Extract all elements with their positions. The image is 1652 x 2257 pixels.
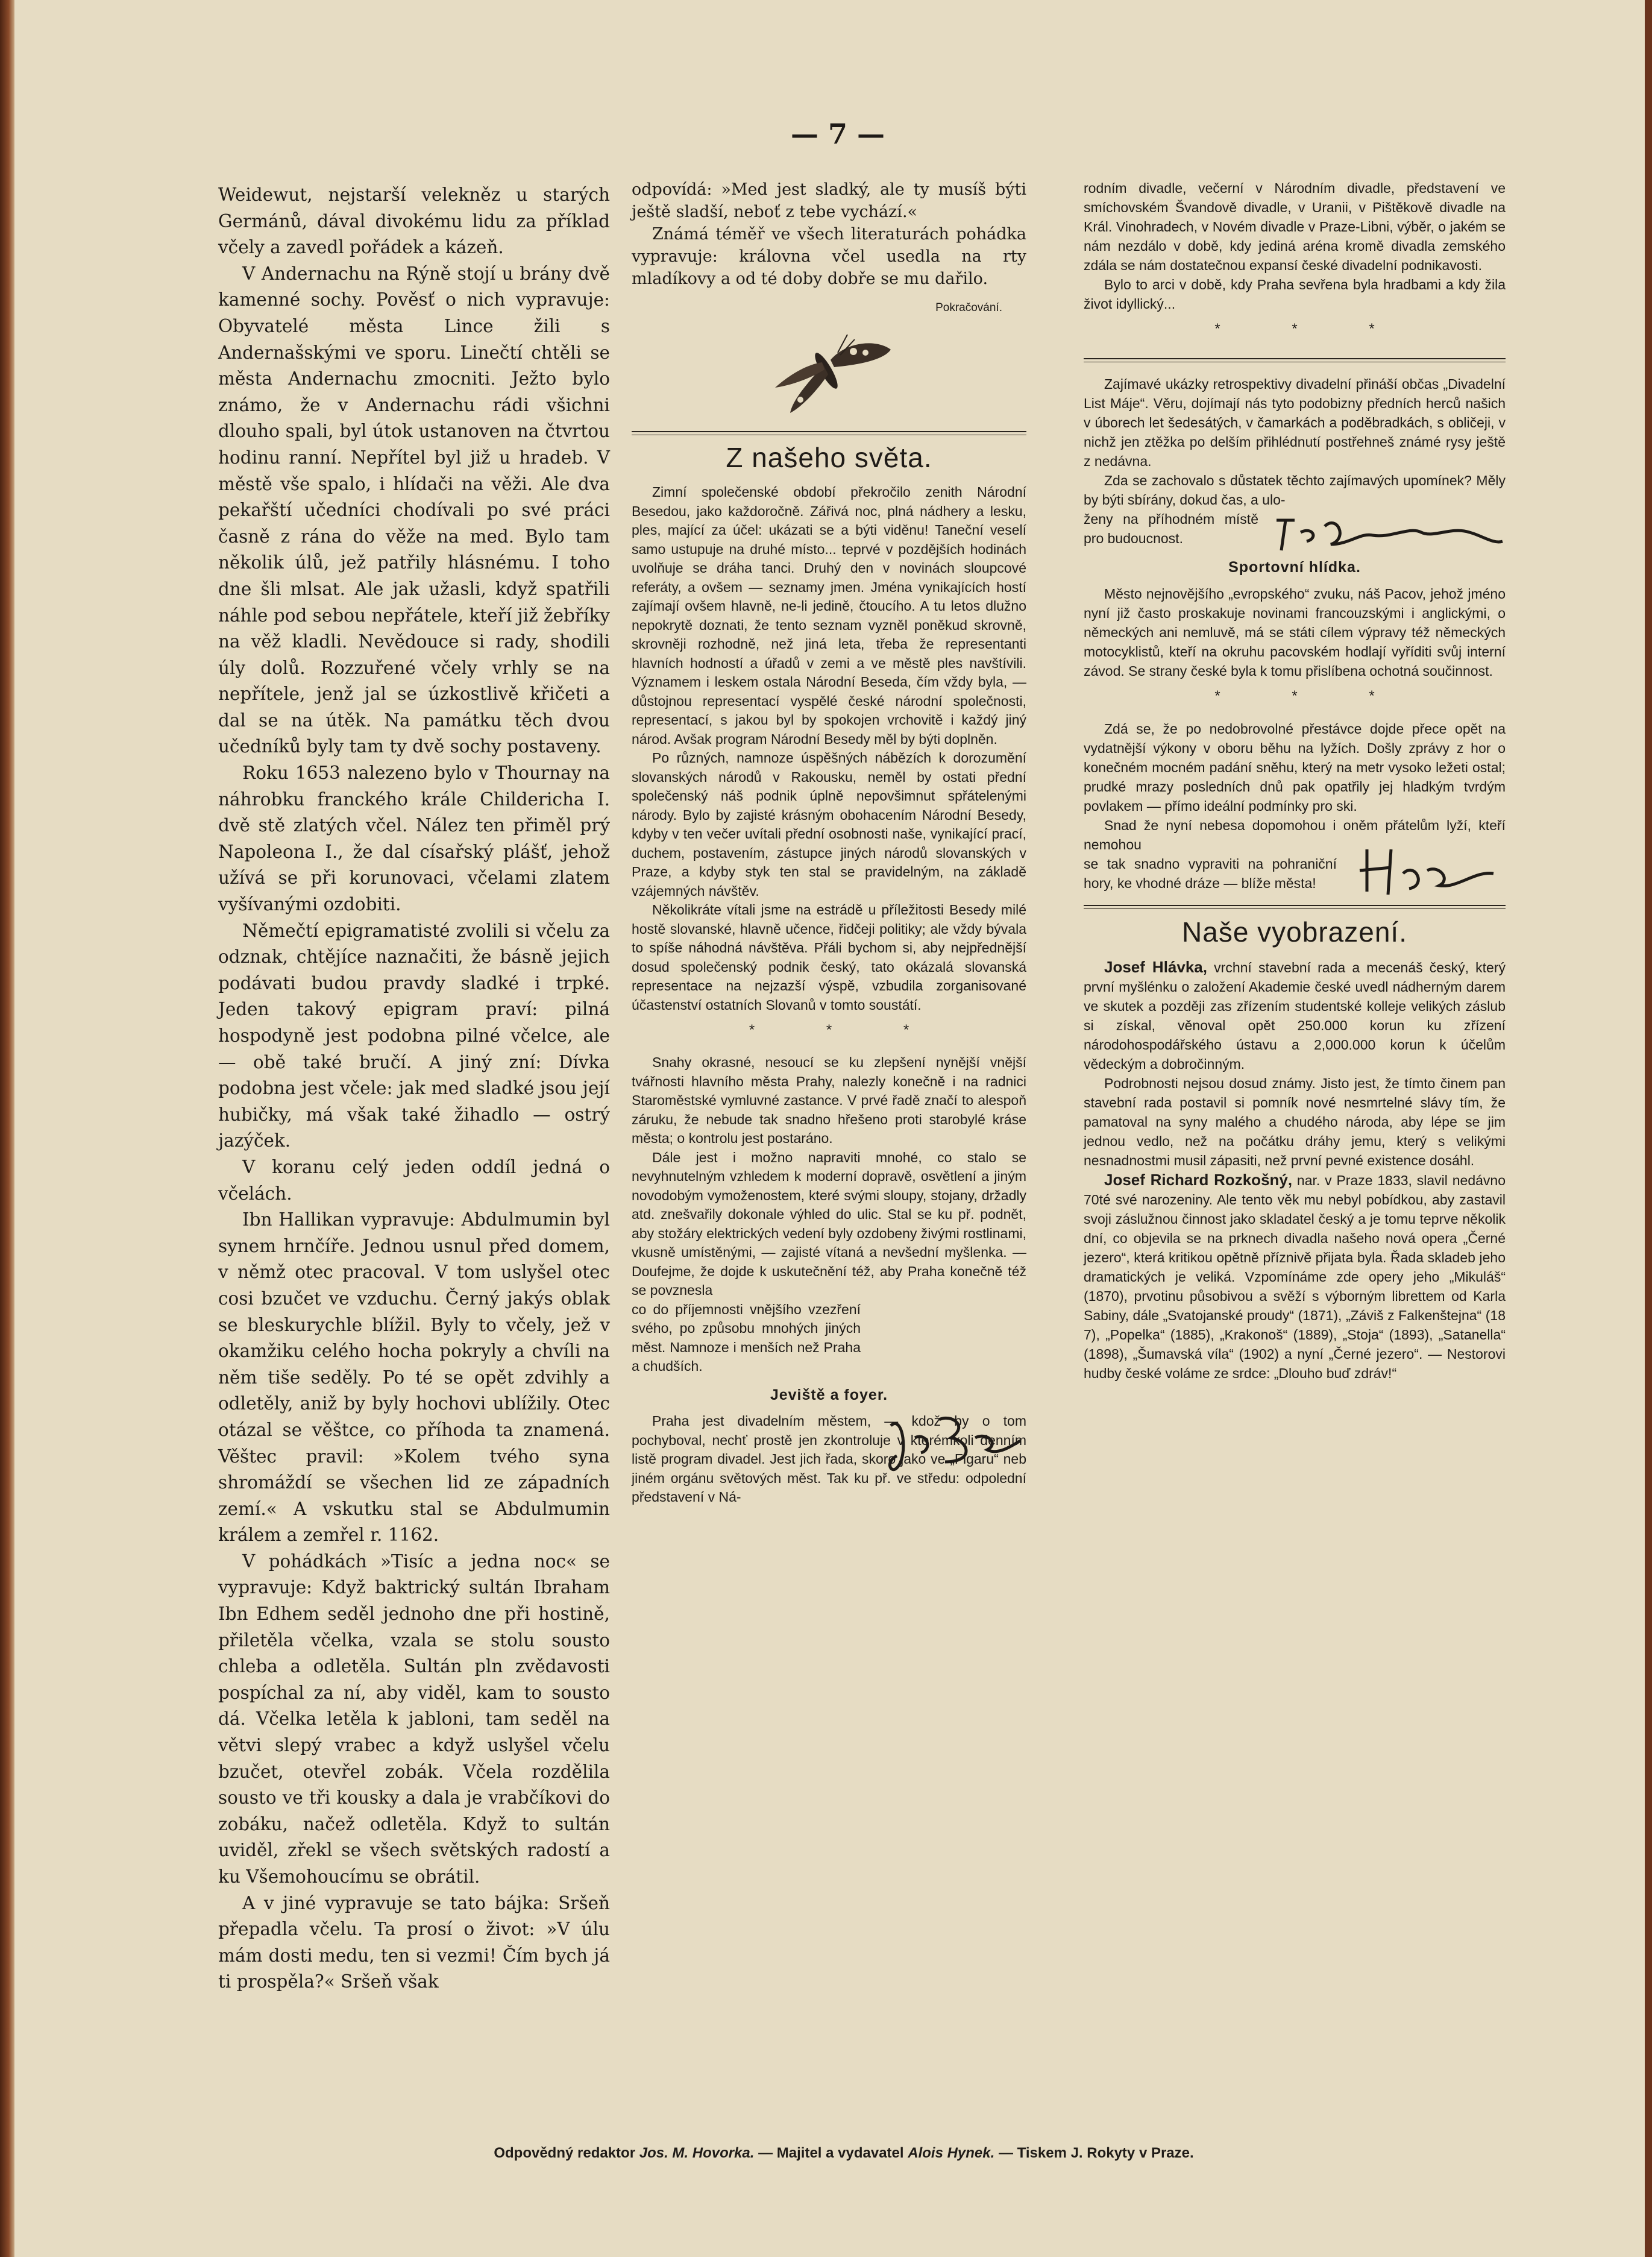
page-binding	[0, 0, 14, 2257]
subsection-title: Sportovní hlídka.	[1228, 559, 1361, 576]
paragraph: Snad že nyní nebesa dopomohou i oněm přátelům lyží, kteří nemohou	[1084, 817, 1506, 852]
section-divider	[1084, 358, 1506, 362]
paragraph: Známá téměř ve všech literaturách pohádka vypravuje: královna včel usedla na rty mladíkovy a od té doby dobře se mu dařilo.	[632, 225, 1026, 288]
paragraph: Několikráte vítali jsme na estrádě u příležitosti Besedy milé hostě slovanské, hlavně učence, řidčeji politiky; ale vždy bývala to spíše náhodná návštěva. Přáli bychom si, aby nejpřednější dosud společenský podnik český, tato okázalá slovanská representace na nejzazší výspě, vzbudila zorganisované účastenství ostatních Slovanů v tomto soustátí.	[632, 902, 1026, 1013]
footer-text: — Tiskem J. Rokyty v Praze.	[994, 2145, 1194, 2161]
paragraph: Zdá se, že po nedobrovolné přestávce dojde přece opět na vydatnější výkony v oboru běhu na lyžích. Došly zprávy z hor o konečném mocném padání sněhu, který na metr vysoko ležeti ostal; prudké mrazy posledních dnů pak opatřily jej hladkým tvrdým povlakem — přímo ideální podmínky pro ski.	[1084, 721, 1506, 814]
paragraph-text: vrchní stavební rada a mecenáš český, který první myšlénku o založení Akademie české uvedl nádherným darem ve skutek a později zas zřízením studentské kolleje velikých záslub si získal, věnoval opět 250.000 korun ku zřízení národohospodářského ústavu a 2,000.000 korun k účelům vědeckým a dobročinným.	[1084, 960, 1506, 1072]
signature-illustration	[1270, 508, 1506, 556]
separator-stars: * * *	[1214, 321, 1409, 337]
paragraph: Weidewut, nejstarší velekněz u starých Germánů, dával divokému lidu za příklad včely a zavedl pořádek a kázeň.	[218, 184, 610, 258]
paragraph: Roku 1653 nalezeno bylo v Thournay na náhrobku franckého krále Childericha I. dvě stě zlatých včel. Nález ten přiměl prý Napoleona I., že dal císařský plášť, jehož užívá se při korunovaci, včelami zlatem vyšívanými ozdobiti.	[218, 763, 610, 915]
paragraph: V Andernachu na Rýně stojí u brány dvě kamenné sochy. Pověsť o nich vypravuje: Obyvatelé města Lince žili s Andernašskými ve sporu. Linečtí chtěli se města Andernachu zmocniti. Ježto bylo známo, že v Andernachu rádi všichni dlouho spali, byl útok ustanoven na čtvrtou hodinu ranní. Nepřítel byl již u hradeb. V městě vše spalo, i hlídači na věži. Ale dva pekařští učedníci chodívali po své práci časně z rána do věže na med. Bylo tam několik úlů, jež patřily hlásnému. I toho dne šli mlsat. Ale jak užasli, když spatřili náhle pod sebou nepřátele, kteří již žebříky na věž kladli. Nevědouce si rady, shodili úly dolů. Rozzuřené včely vrhly se na nepřítele, jenž jal se úzkostlivě křičeti a dal se na útěk. Na památku těch dvou učedníků byly tam ty dvě sochy postaveny.	[218, 263, 610, 757]
paragraph	[1084, 1170, 1506, 1383]
paragraph: ženy na příhodném místě pro budoucnost.	[1084, 511, 1258, 546]
paragraph: Zajímavé ukázky retrospektivy divadelní přináší občas „Divadelní List Máje“. Věru, dojímají nás tyto podobizny předních herců našich v úborech let šedesátých, v čamarkách a poděbradkách, s obličeji, v nichž jen ztěžka po delším přihlédnutí postřehneš známé rysy ještě z nedávna.	[1084, 376, 1506, 469]
signature-illustration	[885, 1408, 1023, 1480]
signature-block	[1084, 816, 1506, 893]
section-divider	[632, 431, 1026, 435]
section-divider	[1084, 905, 1506, 909]
separator-stars: * * *	[749, 1022, 943, 1038]
paragraph: co do příjemnosti vnějšího vzezření svého, po způsobu mnohých jiných měst. Namnoze i menších než Praha a chudších.	[632, 1301, 861, 1374]
column-middle	[632, 178, 1026, 1507]
separator-stars: * * *	[1214, 688, 1409, 704]
paragraph: Zda se zachovalo s důstatek těchto zajímavých upomínek? Měly by býti sbírány, dokud čas, a ulo-	[1084, 473, 1506, 508]
paragraph: V pohádkách »Tisíc a jedna noc« se vypravuje: Když baktrický sultán Ibraham Ibn Edhem seděl jednoho dne při hostině, přiletěla včelka, vzala se stolu sousto chleba a odletěla. Sultán pln zvědavosti pospíchal za ní, aby viděl, kam to sousto dá. Včelka letěla k jabloni, tam seděl na větvi slepý vrabec a když uslyšel včelu bzučet, otevřel zobák. Včela rozdělila sousto ve tři kousky a dala je vrabčíkovi do zobáku, načež odletěla. Když to sultán uviděl, zřekl se všech světských radostí a ku Všemohoucímu se obrátil.	[218, 1550, 610, 1887]
editor-name: Jos. M. Hovorka.	[639, 2145, 755, 2161]
paragraph: Ibn Hallikan vypravuje: Abdulmumin byl synem hrnčíře. Jednou usnul před domem, v němž otec pracoval. V tom uslyšel otec cosi bzučet ve vzduchu. Černý jakýs oblak se bleskurychle blížil. Byly to včely, jež v okamžiku celého hocha pokryly a chvíli na něm tiše seděly. Po té se opět zdvihly a odletěly, aniž by byly hochovi ublížily. Otec otázal se věštce, co příhoda ta znamená. Věštec pravil: »Kolem tvého syna shromáždí se všechen lid ze západních zemí.« A vskutku stal se Abdulmumin králem a zemřel r. 1162.	[218, 1209, 610, 1546]
paragraph: rodním divadle, večerní v Národním divadle, představení ve smíchovském Švandově divadle, v Uranii, v Pištěkově divadle na Král. Vinohradech, v Novém divadle v Praze-Libni, výběr, o jakém se nám nezdálo v době, kdy jediná aréna kromě divadla zemského zdála se nám dostatečnou expansí české divadelní podnikavosti.	[1084, 180, 1506, 273]
paragraph: V koranu celý jeden oddíl jedná o včelách.	[218, 1156, 610, 1204]
person-name: Josef Hlávka,	[1104, 958, 1207, 976]
person-name: Josef Richard Rozkošný,	[1104, 1171, 1293, 1189]
paragraph: Bylo to arci v době, kdy Praha sevřena byla hradbami a kdy žila život idyllický...	[1084, 277, 1506, 312]
page-number: — 7 —	[790, 118, 885, 150]
paragraph: Němečtí epigramatisté zvolili si včelu za odznak, chtějíce naznačiti, že básně jejich podávati budou pravdy sladké i trpké. Jeden takový epigram praví: pilná hospodyně jest podobna pilné včelce, ale — obě také bručí. A jiný zní: Dívka podobna jest včele: jak med sladké jsou její hubičky, má však také žihadlo — ostrý jazýček.	[218, 920, 610, 1151]
footer-text: Odpovědný redaktor	[494, 2145, 639, 2161]
paragraph: se tak snadno vypraviti na pohraniční hory, ke vhodné dráze — blíže města!	[1084, 856, 1337, 891]
paragraph: Po různých, namnoze úspěšných nábězích k dorozumění slovanských národů v Rakousku, neměl by ostati přední společenský náš podnik úplně nepovšimnut spřátelenými národy. Bylo by zajisté krásným obohacením Národní Besedy, kdyby v ten večer uvítali přední osobnosti naše, vynikající prací, duchem, postavením, zástupce jiných národů slovanských v Praze, a kdyby styk ten stal se pravidelným, na základě vzájemných návštěv.	[632, 750, 1026, 899]
column-right	[1084, 178, 1506, 1383]
section-title: Z našeho světa.	[726, 441, 932, 473]
signature-block	[632, 1148, 1026, 1376]
paragraph: Město nejnovějšího „evropského“ zvuku, náš Pacov, jehož jméno nyní již často proskakuje novinami francouzskými i anglickými, o německých ani nemluvě, má se státi cílem výpravy též německých motocyklistů, kteří na okruhu pacovském hodlají vyříditi svůj interní závod. Se strany české byla k tomu přislíbena ochotná součinnost.	[1084, 586, 1506, 679]
footer-text: — Majitel a vydavatel	[754, 2145, 908, 2161]
column-left	[218, 182, 610, 1995]
paragraph: Podrobnosti nejsou dosud známy. Jisto jest, že tímto činem pan stavební rada postavil si pomník nové nesmrtelné slávy tím, že pamatoval na syny malého a chudého národa, aby lépe se jim jednou vedlo, než na počátku dráhy jemu, který s velikými nesnadnostmi musil zápasiti, než první pevné existence dosáhl.	[1084, 1075, 1506, 1168]
continued-label: Pokračování.	[935, 301, 1002, 314]
paragraph: A v jiné vypravuje se tato bájka: Sršeň přepadla včelu. Ta prosí o život: »V úlu mám dosti medu, ten si vezmi! Čím bych já ti prospěla?« Sršeň však	[218, 1892, 610, 1992]
imprint-footer	[181, 2145, 1507, 2162]
page-edge	[1645, 0, 1652, 2257]
paragraph: odpovídá: »Med jest sladký, ale ty musíš býti ještě sladší, neboť z tebe vychází.«	[632, 180, 1026, 221]
section-title: Naše vyobrazení.	[1182, 916, 1407, 948]
paragraph	[1084, 957, 1506, 1074]
moth-illustration	[763, 323, 896, 419]
signature-block	[1084, 471, 1506, 548]
paragraph: Zimní společenské období překročilo zenith Národní Besedou, jako každoročně. Zářivá noc, plná nádhery a lesku, ples, mající za účel: ukázati se a býti viděnu! Taneční veselí samo ustupuje na druhé místo... teprvé v pozdějších hodinách uvolňuje se dráha tanci. Druhý den v novinách sloupcové referáty, a ovšem — seznamy jmen. Jména vynikajících hostí zajímají ovšem hlavně, ne-li jedině, čtoucího. A tu letos dlužno nepokrytě doznati, že tento seznam vyzněl poněkud skrovně, skrovněji rozhodně, než jiná leta, třeba že representanti hlavních hodností a úřadů v zemi a ve městě ples navštívili. Významem i leskem ostala Národní Beseda, čím vždy byla, — důstojnou representací vyspělé české národní společnosti, representací, s jakou byl by spokojen vrchovitě i každý jiný národ. Avšak program Národní Besedy měl by býti doplněn.	[632, 484, 1026, 747]
signature-illustration	[1355, 837, 1500, 904]
paragraph: Snahy okrasné, nesoucí se ku zlepšení nynější vnější tvářnosti hlavního města Prahy, nalezly konečně i na radnici Staroměstské vymluvné zastance. V prvé řadě značí to alespoň záruku, že nebude tak snadno hřešeno proti starobylé kráse města; o kontrolu jest postaráno.	[632, 1054, 1026, 1146]
subsection-title: Jeviště a foyer.	[770, 1386, 888, 1403]
publisher-name: Alois Hynek.	[908, 2145, 995, 2161]
paragraph-text: nar. v Praze 1833, slavil nedávno 70té své narozeniny. Ale tento věk mu nebyl pobídkou, aby zastavil svoji záslužnou činnost jako skladatel český a je tomu teprve několik dní, co objevila se na prknech divadla našeho nová opera „Černé jezero“, která kritikou opětně příznivě přijata byla. Řada skladeb jeho dramatických je veliká. Vzpomínáme zde opery jeho „Mikuláš“ (1870), prvotinu působivou a svěží s výborným librettem od Karla Sabiny, dále „Svatojanské proudy“ (1871), „Záviš z Falkenštejna“ (18 7), „Popelka“ (1885), „Krakonoš“ (1889), „Stoja“ (1893), „Satanella“ (1898), „Šumavská víla“ (1902) a nyní „Černé jezero“. — Nestorovi hudby české voláme ze srdce: „Dlouho buď zdráv!“	[1084, 1173, 1506, 1381]
paragraph: Dále jest i možno napraviti mnohé, co stalo se nevyhnutelným vzhledem k moderní dopravě, osvětlení a jiným novodobým vymoženostem, které svými sloupy, stojany, držadly atd. znešvařily dokonale výhled do ulic. Stal se ku př. podnět, aby stožáry elektrických vedení byly ozdobeny živými rostlinami, vkusně umístěnými, — zajisté vítaná a nevšední myšlenka. — Doufejme, že dojde k uskutečnění též, aby Praha konečně též se povznesla	[632, 1149, 1026, 1298]
paragraph: Praha jest divadelním městem, — kdož by o tom pochyboval, nechť prostě jen zkontroluje v kterémkoli denním listě program divadel. Jest jich řada, skoro jako ve „Figaru“ neb jiném orgánu světových měst. Tak ku př. ve středu: odpolední představení v Ná-	[632, 1413, 1026, 1505]
